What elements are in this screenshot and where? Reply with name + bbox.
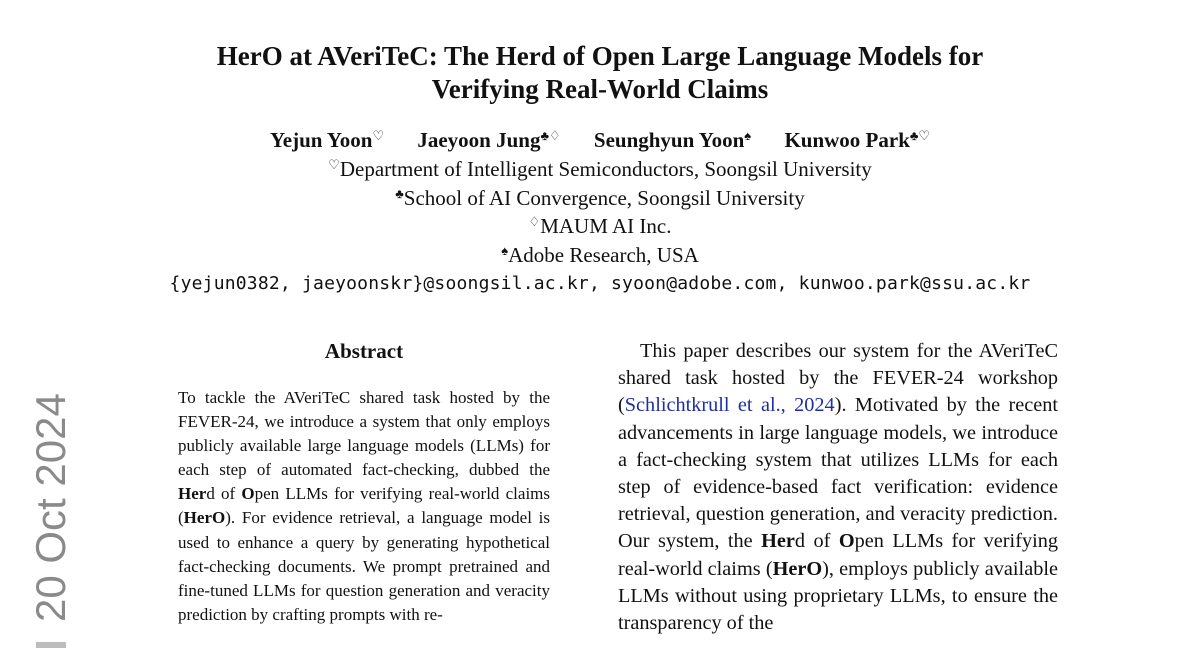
intro-emphasis: O <box>838 530 855 553</box>
abstract-text: To tackle the AVeriTeC shared task hosted by the FEVER-24, we introduce a system that only employs publicly available large language models (LLMs) for each step of automated fact-checking, dubbed the <box>178 388 550 480</box>
author-affiliation-marks: ♠ <box>744 128 752 143</box>
author-seunghyun-yoon <box>594 128 751 152</box>
author-name: Kunwoo Park <box>784 128 910 152</box>
intro-text: ), employs publicly available LLMs without using proprietary LLMs, to ensure the transparency of the <box>618 557 1058 635</box>
author-name: Yejun Yoon <box>269 128 373 152</box>
abstract-text: d of <box>206 484 242 504</box>
title-line-1: HerO at AVeriTeC: The Herd of Open Large Language Models for <box>216 41 984 71</box>
intro-text: ). Motivated by the recent advancements in large language models, we introduce a fact-checking system that utilizes LLMs for each step of evidence-based fact verification: evidence retrieval, question generation, and veracity prediction. Our system, the <box>618 394 1059 553</box>
author-affiliation-marks: ♣♢ <box>540 128 561 143</box>
citation-year: 2024 <box>794 394 835 417</box>
affiliation-mark: ♠ <box>501 243 509 258</box>
arxiv-side-date: 20 Oct 2024 <box>27 393 74 622</box>
introduction-column <box>618 338 1058 637</box>
affiliation-text: MAUM AI Inc. <box>540 214 672 238</box>
intro-text: d of <box>794 530 839 553</box>
abstract-text: pen LLMs for verifying real-world claims ( <box>178 484 551 528</box>
arxiv-side-stamp-edge <box>36 642 66 648</box>
author-name: Jaeyoon Jung <box>417 128 541 152</box>
abstract-text: ). For evidence retrieval, a language model is used to enhance a query by generating hypothetical fact-checking documents. We prompt pretrained and fine-tuned LLMs for question generation and veracity prediction by crafting prompts with re- <box>178 508 550 624</box>
citation-link[interactable] <box>625 394 835 416</box>
affiliation-text: Department of Intelligent Semiconductors, Soongsil University <box>339 157 872 181</box>
author-kunwoo-park <box>784 128 930 152</box>
author-emails: {yejun0382, jaeyoonskr}@soongsil.ac.kr, syoon@adobe.com, kunwoo.park@ssu.ac.kr <box>169 273 1031 294</box>
abstract-emphasis: Her <box>178 484 207 504</box>
affiliation-mark: ♡ <box>328 157 340 172</box>
abstract-emphasis: O <box>241 484 255 504</box>
affiliation-soongsil-ai-convergence <box>0 184 1200 212</box>
affiliation-maum-ai <box>0 212 1200 240</box>
affiliation-soongsil-semiconductors <box>0 155 1200 183</box>
author-yejun-yoon <box>270 128 384 152</box>
intro-system-name: HerO <box>772 557 823 580</box>
paper-title <box>0 40 1200 106</box>
author-affiliation-marks: ♡ <box>372 128 385 143</box>
author-list <box>0 126 1200 154</box>
affiliation-adobe-research <box>0 241 1200 269</box>
affiliation-mark: ♣ <box>395 186 404 201</box>
author-affiliation-marks: ♣♡ <box>909 128 931 143</box>
author-jaeyoon-jung <box>417 128 560 152</box>
abstract-body <box>178 386 550 627</box>
citation-separator: , <box>780 394 795 417</box>
author-name: Seunghyun Yoon <box>593 128 745 152</box>
intro-text: pen LLMs for verifying real-world claims ( <box>618 530 1058 580</box>
affiliation-text: School of AI Convergence, Soongsil University <box>403 186 805 210</box>
abstract-heading: Abstract <box>324 339 404 363</box>
abstract-system-name: HerO <box>183 508 226 528</box>
citation-authors: Schlichtkrull et al. <box>624 394 781 417</box>
intro-text: This paper describes our system for the AVeriTeC shared task hosted by the FEVER-24 workshop ( <box>618 340 1058 417</box>
intro-emphasis: Her <box>761 530 795 553</box>
affiliation-text: Adobe Research, USA <box>508 243 699 267</box>
affiliation-mark: ♢ <box>528 214 541 229</box>
introduction-paragraph <box>618 338 1058 637</box>
title-line-2: Verifying Real-World Claims <box>431 74 769 104</box>
